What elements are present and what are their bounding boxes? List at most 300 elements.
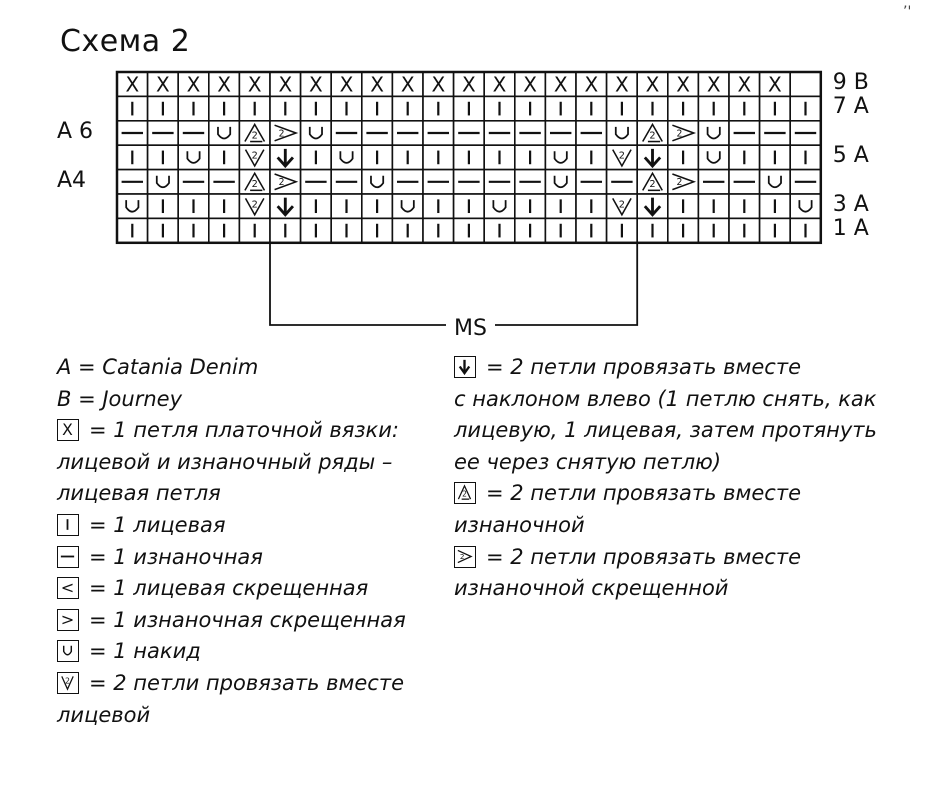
row-label-right: 9 B [832, 70, 869, 95]
chart-cell [148, 145, 179, 169]
p2tog-icon [458, 486, 470, 499]
chart-cell [515, 170, 546, 194]
garter-stitch-icon [768, 73, 782, 97]
chart-cell [239, 145, 270, 169]
chart-cell [301, 72, 332, 97]
garter-stitch-icon [676, 73, 690, 97]
garter-stitch-icon [554, 73, 568, 97]
chart-cell [270, 170, 301, 194]
chart-cell [392, 121, 423, 145]
chart-cell [331, 121, 362, 145]
svg-text:X: X [62, 421, 73, 440]
legend-text: лицевая петля [57, 481, 221, 506]
garter-stitch-icon [278, 73, 292, 97]
chart-cell [423, 72, 454, 97]
row-label-right: 1 A [832, 216, 869, 242]
chart-cell [301, 218, 332, 242]
chart-cell [117, 96, 148, 120]
chart-cell [301, 96, 332, 120]
chart-cell [576, 72, 607, 97]
legend-symbol-box [57, 577, 79, 599]
chart-cell [117, 121, 148, 145]
garter-stitch-icon [187, 73, 201, 97]
chart-cell [698, 170, 729, 194]
chart-cell [270, 145, 301, 169]
legend-text: с наклоном влево (1 петлю снять, как [454, 386, 877, 411]
legend-line [454, 513, 585, 537]
chart-cell [729, 72, 760, 97]
chart-cell [790, 121, 821, 145]
svg-text:X: X [492, 72, 507, 97]
cell-border [760, 170, 791, 194]
legend-text: лицевой [57, 702, 151, 727]
chart-cell [454, 121, 485, 145]
chart-cell [454, 72, 485, 97]
chart-cell [178, 72, 209, 97]
svg-text:X: X [156, 72, 170, 97]
svg-text:2: 2 [278, 177, 285, 189]
svg-text:X: X [400, 72, 415, 97]
chart-cell [545, 96, 576, 120]
chart-cell [790, 145, 821, 169]
chart-cell [545, 194, 576, 218]
svg-text:X: X [553, 72, 568, 97]
chart-cell [484, 194, 515, 218]
legend-text: = 2 петли провязать вместе [486, 481, 802, 506]
svg-text:2: 2 [462, 490, 467, 500]
chart-cell [209, 218, 240, 242]
chart-cell [178, 96, 209, 120]
garter-stitch-icon [737, 73, 751, 97]
svg-text:2: 2 [251, 179, 258, 191]
chart-cell [515, 145, 546, 169]
garter-stitch-icon [156, 73, 170, 97]
chart-cell [148, 218, 179, 242]
chart-cell [423, 218, 454, 242]
chart-cell [790, 218, 821, 242]
chart-cell [790, 194, 821, 218]
svg-text:2: 2 [459, 551, 465, 561]
cell-border [698, 121, 729, 145]
chart-cell [331, 218, 362, 242]
row-label-right: 7 A [832, 94, 869, 120]
chart-cell [331, 145, 362, 169]
chart-cell [760, 218, 791, 242]
legend-text: = 1 накид [89, 639, 201, 664]
legend-text: = 1 изнаночная скрещенная [89, 607, 406, 632]
cell-border [607, 121, 638, 145]
svg-text:2: 2 [676, 177, 683, 189]
chart-cell [637, 194, 668, 218]
chart-cell [362, 72, 393, 97]
chart-cell [607, 121, 638, 145]
legend-symbol-box [57, 609, 79, 631]
chart-cell [484, 72, 515, 97]
cell-border [790, 194, 821, 218]
chart-cell [270, 121, 301, 145]
chart-cell [331, 96, 362, 120]
cell-border [362, 170, 393, 194]
cell-border [790, 72, 821, 96]
cell-border [301, 121, 332, 145]
chart-cell [668, 218, 699, 242]
chart-cell [515, 96, 546, 120]
svg-text:X: X [186, 72, 201, 97]
chart-title: Схема 2 [60, 24, 191, 59]
chart-cell [117, 218, 148, 242]
chart-cell [698, 194, 729, 218]
cell-border [117, 194, 148, 218]
svg-text:X: X [278, 72, 293, 97]
chart-cell [668, 121, 699, 145]
svg-text:X: X [125, 72, 140, 97]
row-label-left: A4 [57, 167, 87, 193]
chart-cell [637, 218, 668, 242]
chart-cell [392, 96, 423, 120]
row-label-left: A 6 [57, 118, 94, 144]
garter-stitch-icon [646, 73, 660, 97]
chart-cell [668, 170, 699, 194]
chart-cell [484, 145, 515, 169]
svg-text:X: X [217, 72, 231, 97]
legend-line [57, 387, 182, 411]
chart-cell [545, 121, 576, 145]
ssk-icon [460, 360, 470, 373]
garter-stitch-icon [707, 73, 721, 97]
chart-cell [239, 170, 270, 194]
svg-text:2: 2 [251, 150, 258, 162]
chart-cell [698, 145, 729, 169]
chart-cell [301, 145, 332, 169]
chart-cell [454, 170, 485, 194]
chart-cell [178, 121, 209, 145]
cell-border [698, 145, 729, 169]
garter-stitch-icon [493, 73, 507, 97]
garter-stitch-icon [248, 73, 262, 97]
legend-text: изнаночной скрещенной [454, 576, 729, 601]
legend-symbol-box [57, 514, 79, 536]
chart-cell [576, 194, 607, 218]
chart-cell [270, 218, 301, 242]
svg-text:2: 2 [278, 128, 285, 140]
legend-line [454, 418, 877, 442]
legend-text: = 1 петля платочной вязки: [89, 418, 399, 443]
chart-cell [484, 96, 515, 120]
legend-line [57, 639, 201, 663]
chart-cell [729, 170, 760, 194]
knit-tbl-icon [61, 578, 75, 597]
chart-cell [515, 218, 546, 242]
legend-symbol-box [454, 482, 476, 504]
chart-cell [668, 145, 699, 169]
svg-text:2: 2 [676, 128, 683, 140]
chart-cell [515, 194, 546, 218]
chart-cell [760, 121, 791, 145]
knitting-chart [0, 0, 935, 340]
chart-cell [239, 194, 270, 218]
chart-cell [515, 121, 546, 145]
chart-cell [117, 194, 148, 218]
chart-cell [576, 96, 607, 120]
chart-cell [484, 170, 515, 194]
chart-cell [545, 72, 576, 97]
chart-cell [362, 96, 393, 120]
legend-text: изнаночной [454, 513, 585, 537]
cell-border [392, 194, 423, 218]
chart-cell [790, 170, 821, 194]
legend-text: = 1 лицевая [89, 513, 226, 537]
chart-cell [362, 145, 393, 169]
cell-border [148, 170, 179, 194]
garter-stitch-icon [125, 73, 139, 97]
svg-text:2: 2 [65, 676, 70, 686]
chart-cell [148, 194, 179, 218]
chart-cell [423, 96, 454, 120]
svg-text:X: X [247, 72, 262, 97]
chart-cell [301, 194, 332, 218]
chart-cell [148, 72, 179, 97]
chart-cell [331, 194, 362, 218]
garter-stitch-icon [340, 73, 354, 97]
legend-line [454, 481, 801, 505]
chart-cell [178, 194, 209, 218]
legend-line [454, 545, 801, 569]
chart-cell [362, 121, 393, 145]
chart-cell [301, 170, 332, 194]
legend-line [57, 513, 225, 537]
chart-cell [607, 218, 638, 242]
legend-line [57, 481, 221, 505]
svg-text:X: X [523, 72, 537, 97]
chart-cell [117, 72, 148, 97]
chart-cell [607, 170, 638, 194]
chart-cell [209, 72, 240, 97]
chart-cell [454, 145, 485, 169]
chart-cell [790, 96, 821, 120]
garter-stitch-icon [523, 73, 537, 97]
ms-label: MS [446, 316, 495, 341]
legend-line [454, 355, 801, 379]
cell-border [545, 145, 576, 169]
svg-text:X: X [339, 72, 354, 97]
chart-cell [148, 96, 179, 120]
legend-symbol-box [57, 640, 79, 662]
chart-cell [178, 170, 209, 194]
legend-line [57, 450, 392, 474]
chart-cell [576, 145, 607, 169]
chart-cell [454, 96, 485, 120]
svg-text:X: X [615, 72, 629, 97]
svg-text:2: 2 [251, 130, 258, 142]
legend-symbol-box [57, 672, 79, 694]
legend-text: = 1 изнаночная [89, 544, 263, 569]
legend-symbol-box [57, 419, 79, 441]
cell-border [545, 170, 576, 194]
chart-cell [607, 194, 638, 218]
svg-text:X: X [431, 72, 446, 97]
chart-cell [209, 121, 240, 145]
chart-cell [545, 218, 576, 242]
chart-cell [760, 145, 791, 169]
cell-border [484, 194, 515, 218]
chart-cell [698, 96, 729, 120]
chart-cell [484, 218, 515, 242]
chart-cell [392, 170, 423, 194]
legend-text: = 1 лицевая скрещенная [89, 576, 369, 601]
chart-cell [545, 170, 576, 194]
chart-cell [729, 218, 760, 242]
chart-cell [178, 218, 209, 242]
legend-text: лицевую, 1 лицевая, затем протянуть [454, 418, 877, 443]
ms-bracket [270, 243, 637, 325]
garter-stitch-icon [62, 421, 73, 439]
legend-line [454, 576, 728, 600]
cell-border [178, 145, 209, 169]
chart-cell [484, 121, 515, 145]
chart-cell [239, 218, 270, 242]
legend-text: = 2 петли провязать вместе [486, 544, 802, 569]
chart-cell [392, 145, 423, 169]
cell-border [331, 145, 362, 169]
chart-cell [148, 121, 179, 145]
corner-mark: ’' [903, 4, 912, 20]
cell-border [209, 121, 240, 145]
chart-cell [209, 170, 240, 194]
chart-cell [607, 145, 638, 169]
garter-stitch-icon [615, 73, 629, 97]
chart-cell [331, 170, 362, 194]
chart-cell [239, 121, 270, 145]
chart-cell [637, 96, 668, 120]
purl-tbl-icon [61, 610, 75, 629]
chart-cell [698, 218, 729, 242]
chart-cell [392, 194, 423, 218]
legend-symbol-box [454, 546, 476, 568]
row-label-right: 3 A [832, 192, 869, 217]
chart-cell [117, 145, 148, 169]
svg-text:2: 2 [649, 179, 656, 191]
chart-cell [637, 121, 668, 145]
legend-line [57, 703, 150, 727]
chart-cell [270, 72, 301, 97]
chart-cell [423, 194, 454, 218]
chart-cell [423, 121, 454, 145]
p2tog-tbl-icon [458, 550, 471, 562]
chart-cell [270, 96, 301, 120]
chart-cell [576, 170, 607, 194]
svg-text:>: > [60, 609, 75, 629]
chart-cell [698, 121, 729, 145]
garter-stitch-icon [217, 73, 231, 97]
chart-cell [270, 194, 301, 218]
chart-cell [362, 170, 393, 194]
legend-line [454, 387, 876, 411]
chart-cell [515, 72, 546, 97]
chart-cell [760, 72, 791, 97]
svg-text:X: X [462, 72, 476, 97]
chart-cell [362, 218, 393, 242]
legend-symbol-box [454, 356, 476, 378]
chart-cell [545, 145, 576, 169]
chart-cell [392, 72, 423, 97]
garter-stitch-icon [370, 73, 384, 97]
chart-cell [362, 194, 393, 218]
svg-text:2: 2 [251, 199, 258, 211]
legend-text: лицевой и изнаночный ряды – [57, 449, 393, 474]
row-label-right: 5 A [832, 143, 869, 169]
svg-text:X: X [676, 72, 690, 97]
svg-text:X: X [645, 72, 660, 97]
garter-stitch-icon [462, 73, 476, 97]
legend-line [57, 608, 406, 632]
chart-cell [790, 72, 821, 96]
legend-text: = 2 петли провязать вместе [89, 671, 405, 695]
svg-text:X: X [309, 72, 323, 97]
svg-text:X: X [706, 72, 721, 97]
yarn-over-icon [64, 646, 72, 655]
legend-text: B = Journey [57, 386, 182, 411]
garter-stitch-icon [401, 73, 415, 97]
svg-text:2: 2 [618, 199, 626, 211]
chart-cell [209, 194, 240, 218]
svg-text:X: X [768, 72, 782, 97]
chart-cell [668, 96, 699, 120]
chart-cell [423, 145, 454, 169]
legend-text: ее через снятую петлю) [454, 449, 722, 474]
chart-cell [178, 145, 209, 169]
chart-cell [239, 72, 270, 97]
chart-cell [607, 96, 638, 120]
svg-text:2: 2 [618, 150, 626, 162]
chart-cell [607, 72, 638, 97]
chart-cell [331, 72, 362, 97]
chart-cell [576, 218, 607, 242]
chart-cell [239, 96, 270, 120]
legend-line [57, 418, 399, 442]
k2tog-icon [62, 676, 73, 689]
chart-cell [637, 170, 668, 194]
svg-text:X: X [370, 72, 384, 97]
legend-line [57, 545, 263, 569]
chart-cell [117, 170, 148, 194]
chart-cell [148, 170, 179, 194]
chart-cell [729, 96, 760, 120]
chart-cell [760, 170, 791, 194]
chart-cell [760, 96, 791, 120]
chart-cell [637, 72, 668, 97]
chart-cell [729, 121, 760, 145]
legend-symbol-box [57, 546, 79, 568]
chart-cell [668, 194, 699, 218]
chart-cell [698, 72, 729, 97]
garter-stitch-icon [309, 73, 323, 97]
legend-text: = 2 петли провязать вместе [486, 355, 802, 379]
chart-cell [301, 121, 332, 145]
legend-line [57, 671, 404, 695]
legend-line [57, 576, 368, 600]
chart-cell [392, 218, 423, 242]
chart-cell [454, 218, 485, 242]
svg-text:2: 2 [649, 130, 656, 142]
chart-cell [668, 72, 699, 97]
chart-cell [637, 145, 668, 169]
garter-stitch-icon [431, 73, 445, 97]
legend-line [57, 355, 258, 379]
chart-cell [760, 194, 791, 218]
svg-text:<: < [60, 578, 75, 598]
chart-cell [209, 145, 240, 169]
chart-cell [423, 170, 454, 194]
